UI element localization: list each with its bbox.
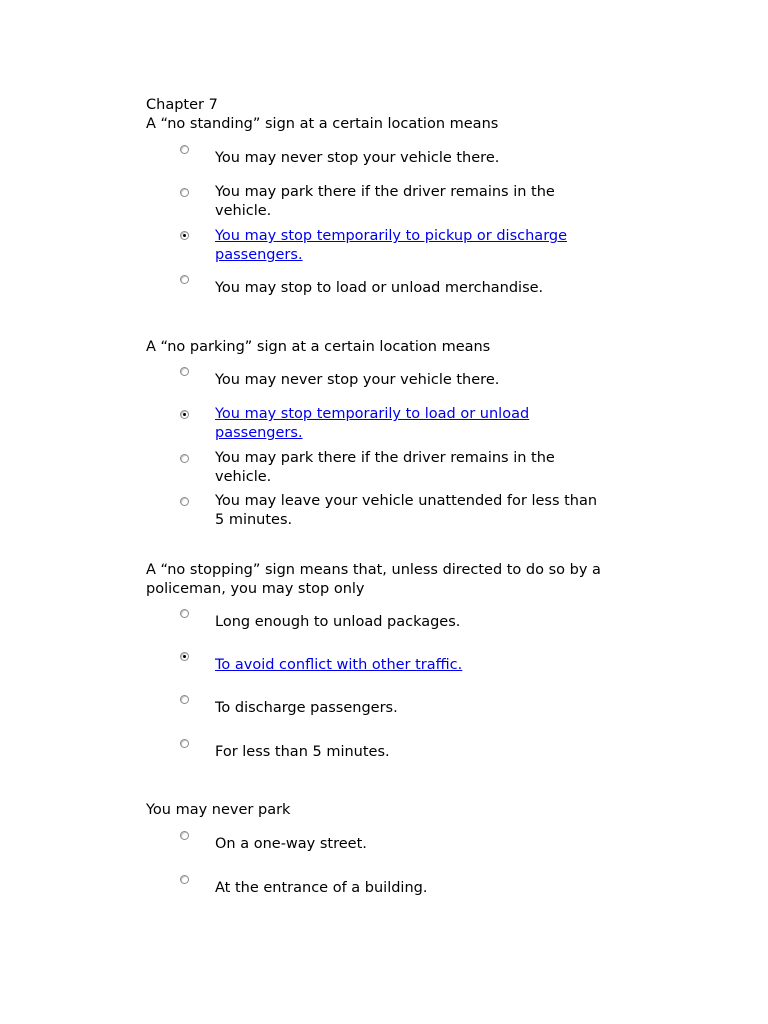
question-2-option-1-radio[interactable] (180, 367, 189, 376)
question-4-option-1-radio[interactable] (180, 831, 189, 840)
question-1-option-2-label: You may park there if the driver remains in the vehicle. (215, 184, 555, 219)
question-4-option-2-label: At the entrance of a building. (215, 880, 428, 896)
question-2-option-2-label[interactable]: You may stop temporarily to load or unload passengers. (215, 406, 530, 441)
question-2-text: A “no parking” sign at a certain location means (146, 339, 491, 355)
question-1-option-4-radio[interactable] (180, 275, 189, 284)
question-1-text: A “no standing” sign at a certain location means (146, 116, 499, 132)
question-2-option-4-radio[interactable] (180, 497, 189, 506)
question-3-option-4-label: For less than 5 minutes. (215, 744, 390, 760)
question-1-option-3-radio[interactable] (180, 231, 189, 240)
question-3-text: A “no stopping” sign means that, unless directed to do so by a policeman, you may stop only (146, 562, 601, 597)
question-3-option-3-label: To discharge passengers. (215, 700, 398, 716)
question-3-option-1-label: Long enough to unload packages. (215, 614, 461, 630)
question-2-option-4-label: You may leave your vehicle unattended for less than 5 minutes. (215, 493, 598, 528)
chapter-heading: Chapter 7 (146, 97, 218, 113)
question-4-option-2-radio[interactable] (180, 875, 189, 884)
question-3-option-3-radio[interactable] (180, 695, 189, 704)
question-3-option-2-label[interactable]: To avoid conflict with other traffic. (215, 657, 463, 673)
question-3-option-4-radio[interactable] (180, 739, 189, 748)
question-3-option-2-radio[interactable] (180, 652, 189, 661)
question-2-option-3-label: You may park there if the driver remains in the vehicle. (215, 450, 555, 485)
question-1-option-4-label: You may stop to load or unload merchandise. (215, 280, 544, 296)
question-2-option-1-label: You may never stop your vehicle there. (215, 372, 500, 388)
question-1-option-3-label[interactable]: You may stop temporarily to pickup or discharge passengers. (215, 228, 568, 263)
question-4-text: You may never park (146, 802, 291, 818)
question-2-option-3-radio[interactable] (180, 454, 189, 463)
question-3-option-1-radio[interactable] (180, 609, 189, 618)
question-1-option-1-label: You may never stop your vehicle there. (215, 150, 500, 166)
question-4-option-1-label: On a one-way street. (215, 836, 367, 852)
question-1-option-1-radio[interactable] (180, 145, 189, 154)
question-2-option-2-radio[interactable] (180, 410, 189, 419)
question-1-option-2-radio[interactable] (180, 188, 189, 197)
